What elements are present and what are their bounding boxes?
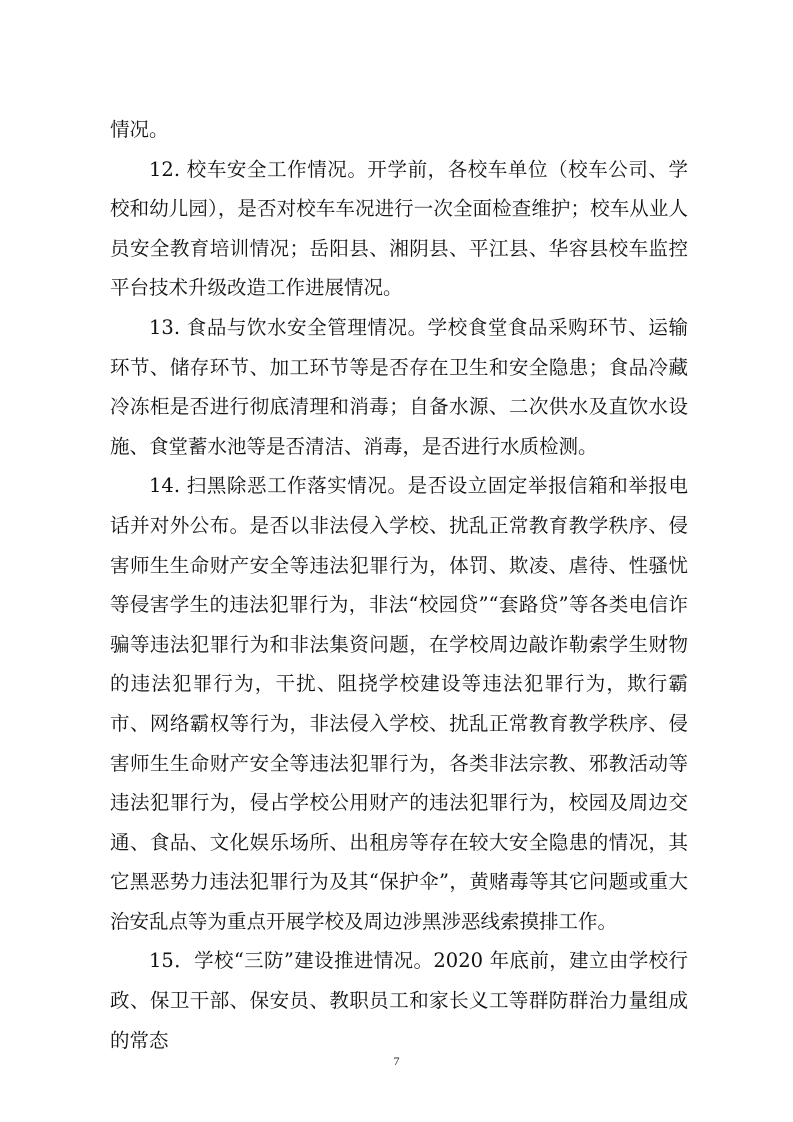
paragraph-item-15: 15．学校“三防”建设推进情况。2020 年底前，建立由学校行政、保卫干部、保安员、教职员工和家长义工等群防群治力量组成的常态 [110,949,688,1052]
paragraph-item-12: 12. 校车安全工作情况。开学前，各校车单位（校车公司、学校和幼儿园），是否对校车车况进行一次全面检查维护；校车从业人员安全教育培训情况；岳阳县、湘阴县、平江县、华容县校车监控平台技术升级改造工作进展情况。 [110,157,688,300]
continuation-text: 情况。 [110,118,169,141]
body-text [110,110,688,1060]
paragraph-item-13: 13. 食品与饮水安全管理情况。学校食堂食品采购环节、运输环节、储存环节、加工环节等是否存在卫生和安全隐患；食品冷藏冷冻柜是否进行彻底清理和消毒；自备水源、二次供水及直饮水设施、食堂蓄水池等是否清洁、消毒，是否进行水质检测。 [110,315,688,458]
paragraph-item-14: 14. 扫黑除恶工作落实情况。是否设立固定举报信箱和举报电话并对外公布。是否以非法侵入学校、扰乱正常教育教学秩序、侵害师生生命财产安全等违法犯罪行为，体罚、欺凌、虐待、性骚忧等侵害学生的违法犯罪行为，非法“校园贷”“套路贷”等各类电信诈骗等违法犯罪行为和非法集资问题，在学校周边敲诈勒索学生财物的违法犯罪行为，干扰、阻挠学校建设等违法犯罪行为，欺行霸市、网络霸权等行为，非法侵入学校、扰乱正常教育教学秩序、侵害师生生命财产安全等违法犯罪行为，各类非法宗教、邪教活动等违法犯罪行为，侵占学校公用财产的违法犯罪行为，校园及周边交通、食品、文化娱乐场所、出租房等存在较大安全隐患的情况，其它黑恶势力违法犯罪行为及其“保护伞”，黄赌毒等其它问题或重大治安乱点等为重点开展学校及周边涉黑涉恶线索摸排工作。 [110,474,688,933]
page-number: 7 [393,1054,400,1068]
